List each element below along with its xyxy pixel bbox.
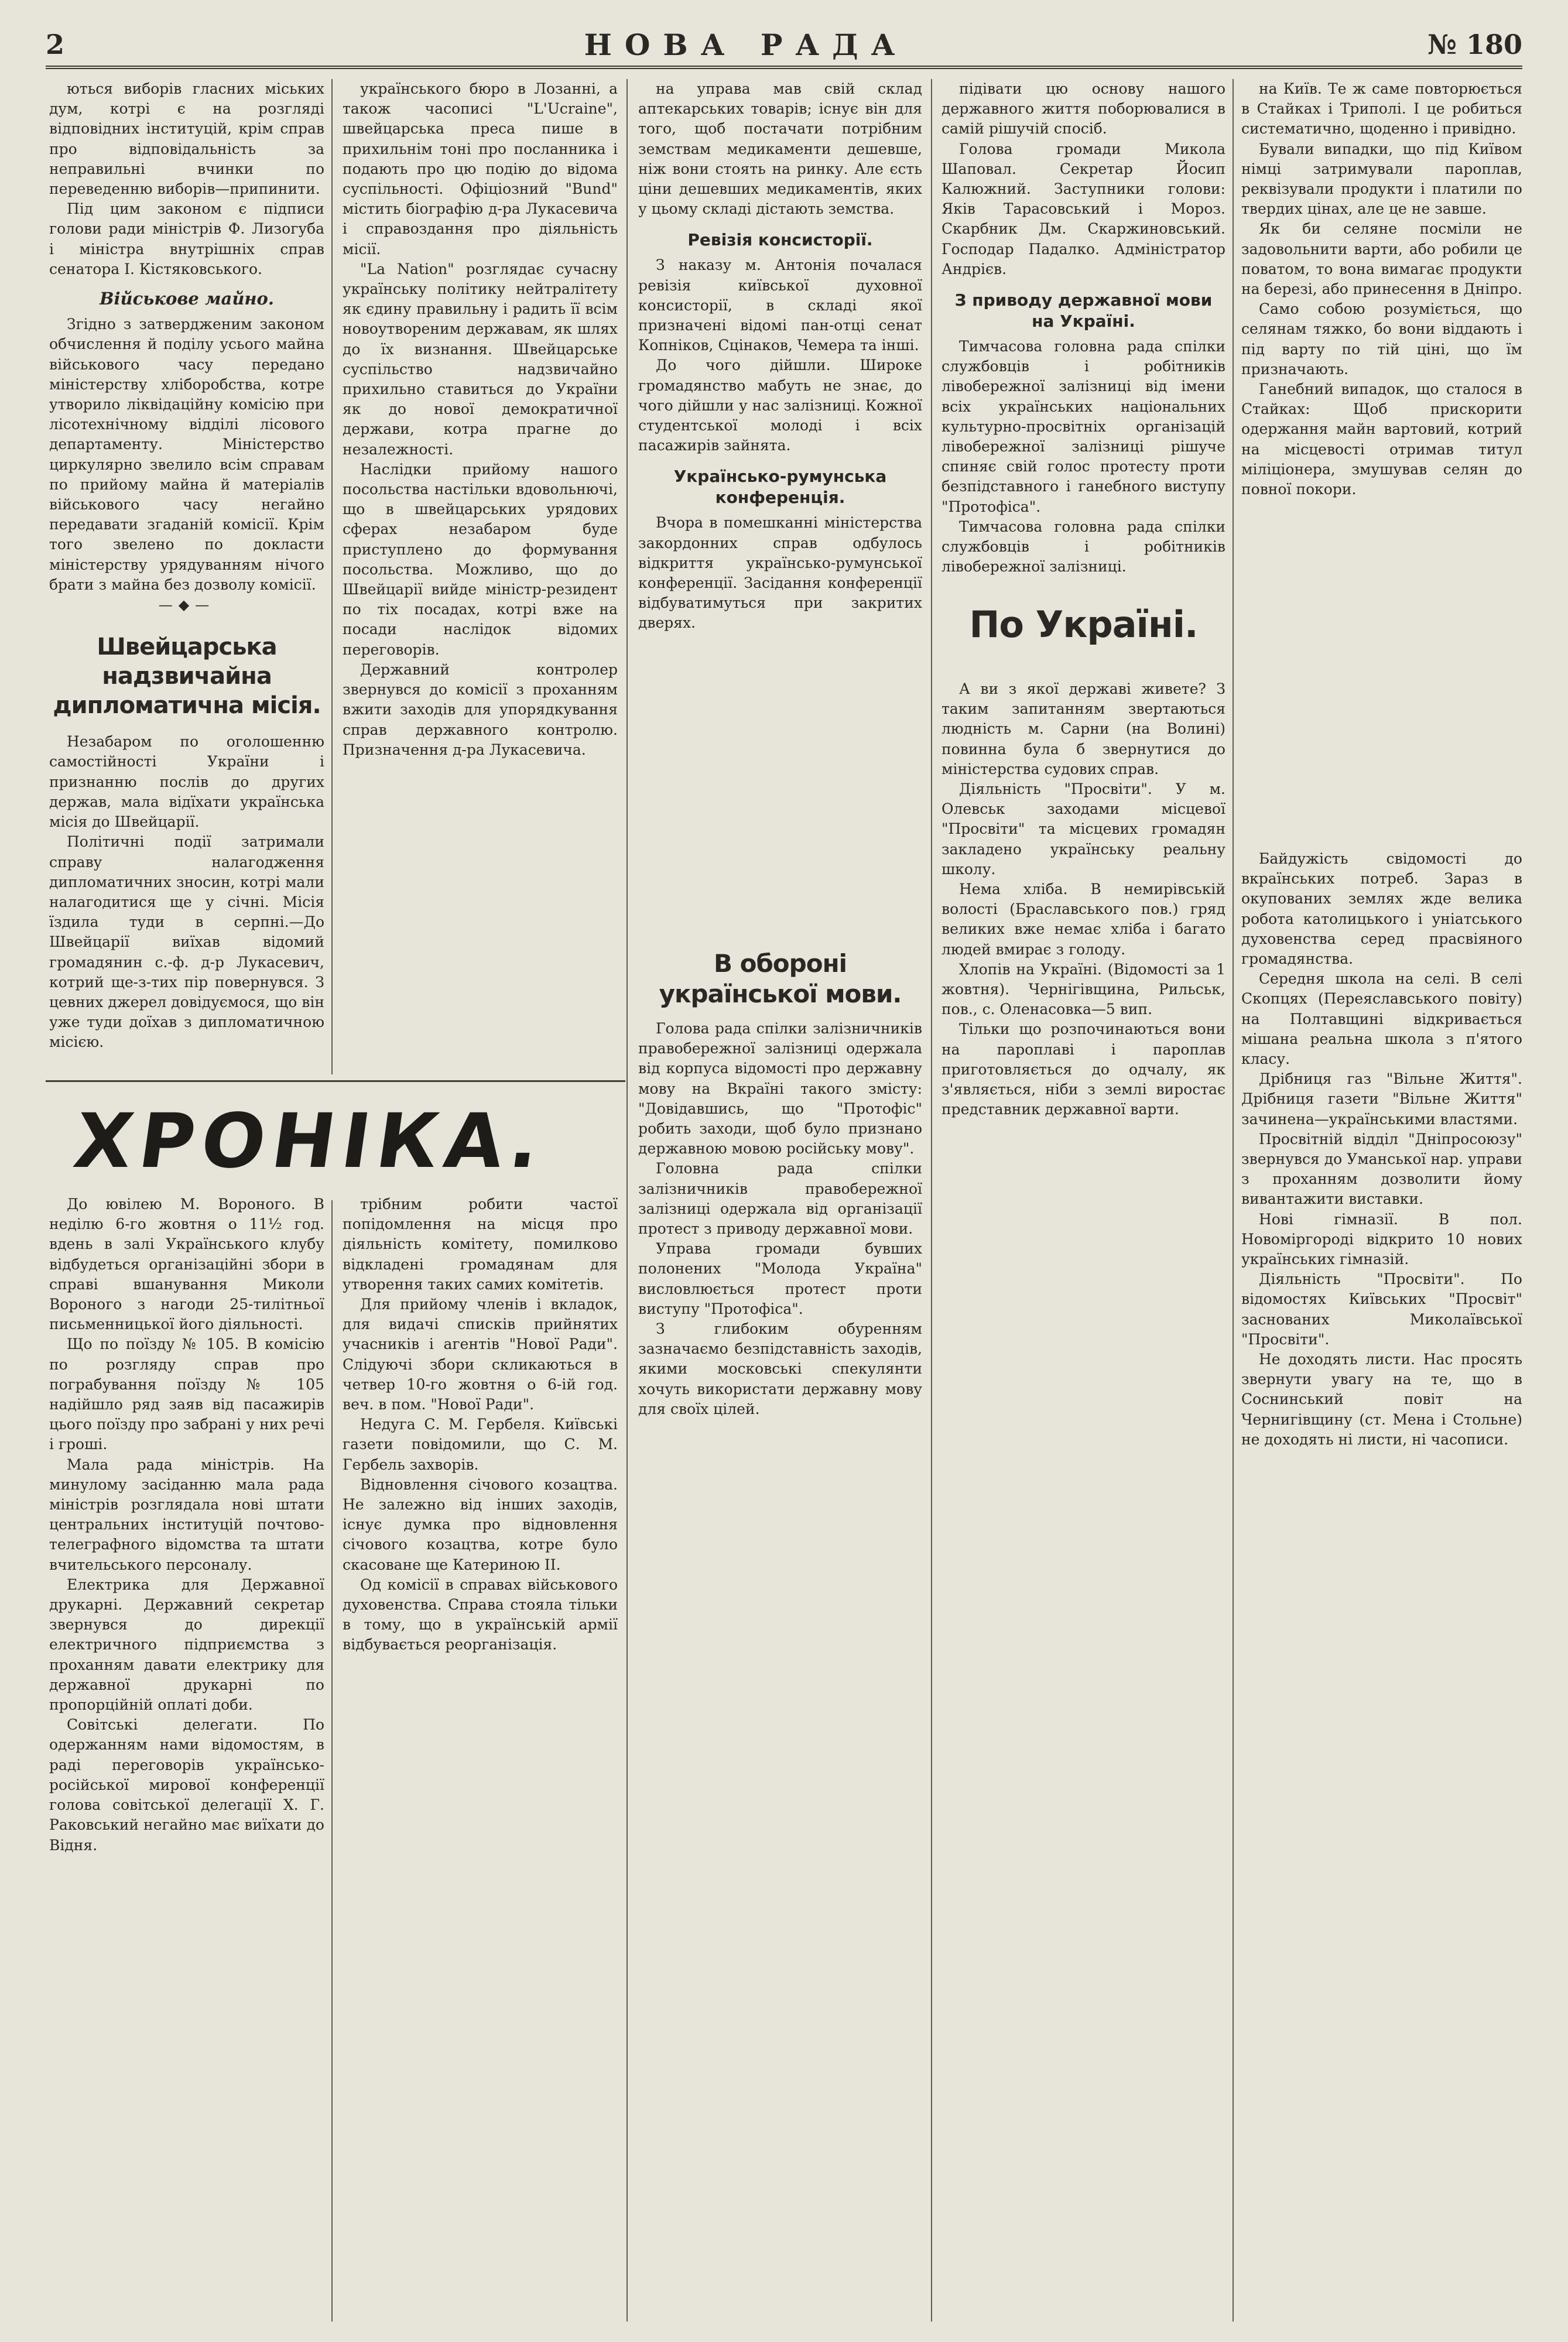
article-paragraph: на Київ. Те ж саме повторюється в Стайках і Триполі. І це робиться систематично, щоденно і привідно. [1241,80,1522,138]
article-paragraph: Під цим законом є підписи голови ради міністрів Ф. Лизогуба і міністра внутрішніх справ сенатора І. Кістяковського. [49,200,324,278]
article-paragraph: Ганебний випадок, що сталося в Стайках: Щоб прискорити одержання майн вартовий, котрий на місцевості отримав титул міліціонера, змушував селян до повної покори. [1241,381,1522,498]
article-paragraph: українського бюро в Лозанні, а також часописі "L'Ucraine", швейцарська преса пише в прихильнім тоні про посланника і подають про цю подію до відома суспільності. Офіціозний "Bund" містить біографію д-ра Лукасевича і справоздання про діяльність місії. [343,80,618,258]
article-paragraph: Згідно з затвердженим законом обчислення й поділу усього майна військового часу передано міністерству хліборобства, котре утворило ліквідаційну комісію при лісотехнічному відділі лісового департаменту. Міністерство циркулярно звелило всім справам по прийому майна й матеріалів військового часу негайно передавати згаданій комісії. Крім того звелено по докласти міністерству урядуванням нічого брати з майна без дозволу комісії. [49,316,324,593]
article-paragraph: Тимчасова головна рада спілки службовців і робітників лівобережної залізниці. [942,518,1225,576]
article-paragraph: "La Nation" розглядає сучасну українську політику нейтралітету як єдину правильну і радить її всім новоутвореним державам, як шлях до їх визнання. Швейцарське суспільство надзвичайно прихильно ставиться до України як до нової демократичної держави, котра прагне до незалежності. [343,260,618,458]
news-item: З глибоким обуренням зазначаємо безпідставність заходів, якими московські спекулянти хочуть використати державну мову для своїх цілей. [638,1320,922,1417]
news-item: Електрика для Державної друкарні. Державний секретар звернувся до дирекції електричного підприємства з проханням давати електрику для державної друкарні по пропорційній оплаті доби. [49,1576,324,1714]
chronicle-column-5 [1241,849,1522,2319]
news-item: Діяльність "Просвіти". У м. Олевськ заходами місцевої "Просвіти" та місцевих громадян закладено українську реальну школу. [942,780,1225,878]
column-5 [1241,79,1522,840]
separator-ornament: —◆— [158,597,215,614]
heading-block-ukraine [942,586,1225,673]
column-rule [331,79,333,1074]
news-item: Що по поїзду № 105. В комісію по розгляду справ про пограбування поїзду № 105 надійшло ряд заяв від пасажирів цього поїзду про забрані у них речі і гроші. [49,1336,324,1453]
article-paragraph: на управа мав свій склад аптекарських товарів; існує він для того, щоб постачати потрібним земствам медикаменти дешевше, ніж вони стоять на ринку. Але єсть ціни дешевших медикаментів, яких у цьому складі дістають земства. [638,80,922,218]
chronicle-column-4 [942,679,1225,2319]
page-header [46,23,1522,69]
article-paragraph: Як би селяне посміли не задовольнити варти, або робили це поватом, то вона вимагає продукти на березі, або принесення в Дніпро. [1241,220,1522,298]
heading-defense-language: В обороні української мови. [659,949,902,1008]
news-item: Нові гімназії. В пол. Новоміргороді відкрито 10 нових українських гімназій. [1241,1210,1522,1268]
heading-military-property: Військове майно. [100,289,274,309]
news-item: Дрібниця газ "Вільне Життя". Дрібниця газети "Вільне Життя" зачинена—українськими властями. [1241,1070,1522,1128]
column-rule [931,79,932,2322]
news-item: Од комісії в справах військового духовенства. Справа стояла тільки в тому, що в українській армії відбувається реорганізація. [343,1576,618,1653]
article-paragraph: Само собою розуміється, що селянам тяжко, бо вони віддають і під варту по тій ціні, що їм призначають. [1241,300,1522,378]
article-paragraph: Бували випадки, що під Київом німці затримували пароплав, реквізували продукти і платили по твердих цінах, але це не завше. [1241,140,1522,218]
subheading-consistory: Ревізія консисторії. [687,230,873,250]
news-item: Діяльність "Просвіти". По відомостях Київських "Просвіт" заснованих Миколаївської "Просвіти". [1241,1271,1522,1348]
column-rule [1233,79,1234,2322]
news-item: Для прийому членів і вкладок, для видачі списків прийнятих учасників і агентів "Нової Ради". Слідуючі збори скликаються в четвер 10-го жовтня о 6-ій год. веч. в пом. "Нової Ради". [343,1296,618,1413]
column-2 [343,79,618,1074]
news-item: Голова рада спілки залізничників правобережної залізниці одержала від корпуса відомості про державну мову на Вкраїні такого змісту: "Довідавшись, що "Протофіс" робить заходи, щоб було признано державною мовою російську мову". [638,1020,922,1158]
news-item: А ви з якої державі живете? З таким запитанням звертаються людність м. Сарни (на Волині) повинна була б звернутися до міністерства судових справ. [942,680,1225,778]
chronicle-column-2 [343,1194,618,2319]
news-item: Не доходять листи. Нас просять звернути увагу на те, що в Соснинський повіт на Чернигівщину (ст. Мена і Стольне) не доходять ні листи, ні часописи. [1241,1351,1522,1448]
article-paragraph: З наказу м. Антонія почалася ревізія київської духовної консисторії, в складі якої призначені відомі пан-отці сенат Копніков, Сцінаков, Чемера та інші. [638,256,922,354]
news-item: Хлопів на Україні. (Відомості за 1 жовтня). Чернігівщина, Рильськ, пов., с. Оленасовка—5 вип. [942,960,1225,1018]
article-paragraph: Державний контролер звернувся до комісії з проханням вжити заходів для упорядкування справ державного контролю. Призначення д-ра Лукасевича. [343,660,618,758]
news-item: Недуга С. М. Гербеля. Київські газети повідомили, що С. М. Гербель захворів. [343,1416,618,1473]
column-4 [942,79,1225,641]
chronicle-column-3 [638,1019,922,2319]
article-paragraph: Незабаром по оголошенню самостійності України і признанню послів до других держав, мала відїхати українська місія до Швейцарії. [49,733,324,831]
column-rule [626,79,628,2322]
news-item: Відновлення січового козацтва. Не залежно від інших заходів, існує думка про відновлення січового козацтва, котре було скасоване ще Катериною II. [343,1475,618,1573]
news-item: Головна рада спілки залізничників правобережної залізниці одержала від організації протест з приводу державної мови. [638,1160,922,1238]
article-paragraph: Голова громади Микола Шаповал. Секретар Йосип Калюжний. Заступники голови: Яків Тарасовський і Мороз. Скарбник Дм. Скаржиновський. Господар Падалко. Адміністратор Андрієв. [942,140,1225,278]
article-paragraph: Вчора в помешканні міністерства закордонних справ одбулось відкриття українсько-румунської конференції. Засідання конференції відбуватимуться при закритих дверях. [638,514,922,632]
issue-number: № 180 [1427,29,1522,60]
column-3 [638,79,922,928]
chronicle-heading: ХРОНІКА. [69,1098,552,1185]
news-item: Просвітній відділ "Дніпросоюзу" звернувся до Уманської нар. управи з проханням дозволити йому вивантажити виставки. [1241,1130,1522,1208]
news-item: Нема хліба. В немирівській волості (Браславського пов.) гряд великих вже немає хліба і багато людей вмирає з голоду. [942,881,1225,958]
section-rule [46,1080,625,1082]
column-1 [49,79,324,1074]
article-paragraph: підівати цю основу нашого державного життя поборювалися в самій рішучій спосіб. [942,80,1225,138]
news-item: До ювілею М. Вороного. В неділю 6-го жовтня о 11½ год. вдень в залі Українського клубу відбудеться організаційні збори в справі вшанування Миколи Вороного з нагоди 25-тилітньої письменницької його діяльності. [49,1196,324,1333]
heading-swiss-mission: Швейцарська надзвичайна дипломатична місія. [53,634,321,720]
article-paragraph: ються виборів гласних міських дум, котрі є на розгляді відповідних інституцій, крім справ про відповідальність за неправильні вчинки по переведенню виборів—припинити. [49,80,324,198]
news-item: Байдужість свідомості до вкраїнських потреб. Зараз в окупованих землях жде велика робота католицького і уніатського духовенства серед прасвіяного громадянства. [1241,850,1522,968]
news-item: Мала рада міністрів. На минулому засіданню мала рада міністрів розглядала нові штати центральних інституцій почтово-телеграфного відомства та штати вчительського персоналу. [49,1456,324,1573]
news-item: Тільки що розпочинаються вони на пароплаві і пароплав приготовляється до одчалу, як з'являється, ніби з землі виростає представник державної варти. [942,1021,1225,1118]
article-paragraph: Наслідки прийому нашого посольства настільки вдовольнючі, що в швейцарських урядових сферах незабаром буде приступлено до формування посольства. Можливо, що до Швейцарії вийде міністр-резидент по тіх посадах, котрі вже на посади наслідок відомих переговорів. [343,460,618,658]
page-number: 2 [46,29,65,60]
newspaper-title: НОВА РАДА [584,27,908,62]
article-paragraph: Політичні події затримали справу налагодження дипломатичних зносин, котрі мали налагодитися ще у січні. Місія їздила туди в серпні.—До Швейцарії виїхав відомий громадянин с.-ф. д-р Лукасевич, котрий ще-з-тих пір повернувся. З цевних джерел довідуємося, що він уже туди доїхав з дипломатичною місією. [49,833,324,1051]
article-paragraph: Тимчасова головна рада спілки службовців і робітників лівобережної залізниці від імени всіх українських національних культурно-просвітніх організацій лівобережної залізниці рішуче спиняє свій голос протесту проти безпідставного і ганебного виступу "Протофіса". [942,338,1225,515]
news-item: трібним робити частої попідомлення на місця про діяльність комітету, помилково відкладені громадянам для утворення таких самих комітетів. [343,1196,618,1293]
subheading-state-language: З приводу державної мови на Україні. [954,290,1213,331]
subheading-conference: Українсько-румунська конференція. [673,467,887,508]
heading-block-language [638,943,922,1013]
news-item: Управа громади бувших полонених "Молода Україна" висловлюється протест проти виступу "Протофіса". [638,1240,922,1317]
article-paragraph: До чого дійшли. Широке громадянство мабуть не знає, до чого дійшли у нас залізниці. Кожної студентської молоді і всіх пасажирів зайнята. [638,357,922,454]
news-item: Середня школа на селі. В селі Скопцях (Переяславського повіту) на Полтавщині відкривається мішана реальна школа з п'ятого класу. [1241,970,1522,1068]
chronicle-column-1 [49,1194,324,2319]
news-item: Совітські делегати. По одержанням нами відомостям, в раді переговорів українсько-російської мирової конференції голова совітської делегації Х. Г. Раковський негайно має виїхати до Відня. [49,1716,324,1854]
heading-across-ukraine: По Україні. [969,603,1198,646]
column-rule [331,1200,333,2322]
